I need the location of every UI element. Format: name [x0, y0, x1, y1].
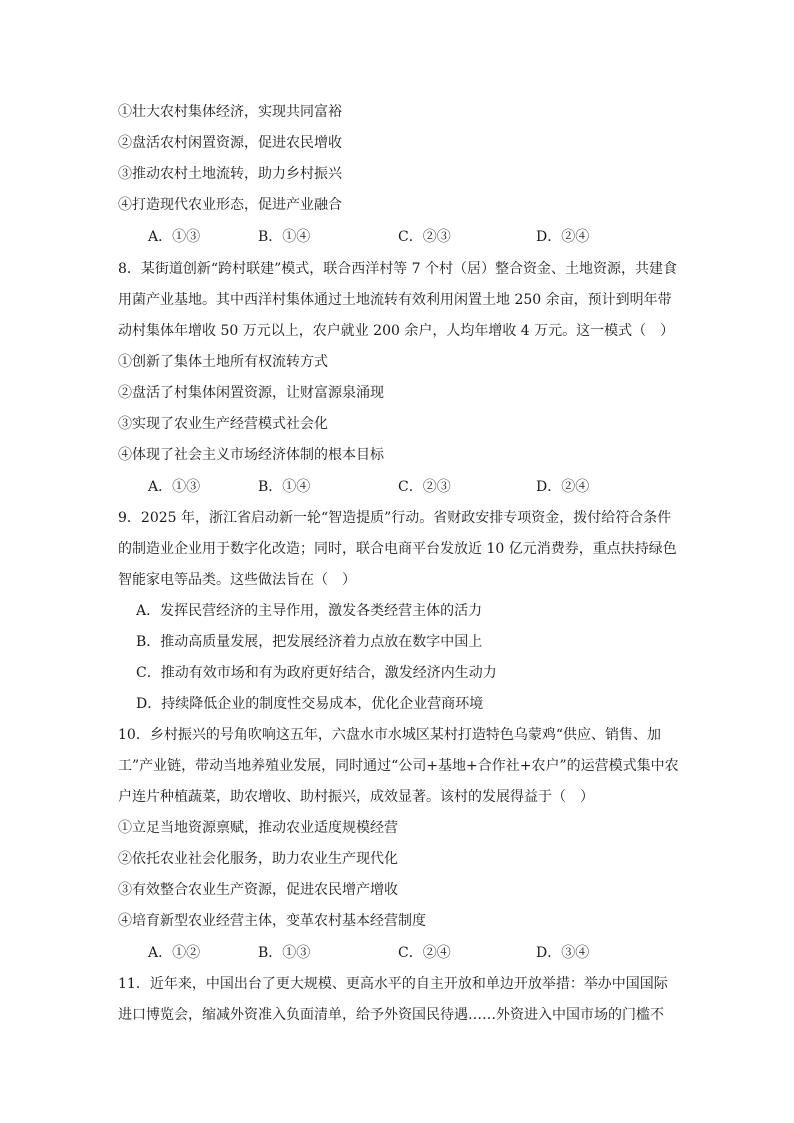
q7-choice-d: D．②④ [536, 229, 590, 245]
q10-choice-b: B．①③ [258, 945, 311, 961]
q9-option-d: D．持续降低企业的制度性交易成本，优化企业营商环境 [136, 696, 484, 712]
q8-item-2: ②盘活了村集体闲置资源，让财富源泉涌现 [118, 385, 384, 401]
q10-stem-line-2: 工”产业链，带动当地养殖业发展，同时通过“公司+基地+合作社+农户”的运营模式集中农 [118, 758, 679, 774]
q7-choice-b: B．①④ [258, 229, 311, 245]
q10-item-3: ③有效整合农业生产资源，促进农民增产增收 [118, 882, 398, 898]
q10-item-4: ④培育新型农业经营主体，变革农村基本经营制度 [118, 913, 426, 929]
q10-choice-a: A．①② [148, 945, 201, 961]
q10-item-2: ②依托农业社会化服务，助力农业生产现代化 [118, 851, 398, 867]
q9-option-b: B．推动高质量发展，把发展经济着力点放在数字中国上 [136, 634, 483, 650]
q9-option-a: A．发挥民营经济的主导作用，激发各类经营主体的活力 [136, 603, 483, 619]
q8-item-3: ③实现了农业生产经营模式社会化 [118, 416, 328, 432]
q10-stem-line-3: 户连片种植蔬菜，助农增收、助村振兴，成效显著。该村的发展得益于（ ） [118, 789, 594, 805]
q9-stem-line-2: 的制造业企业用于数字化改造；同时，联合电商平台发放近 10 亿元消费券，重点扶持绿色 [118, 541, 677, 557]
q8-stem-line-1: 8．某街道创新“跨村联建”模式，联合西洋村等 7 个村（居）整合资金、土地资源，共建食 [118, 261, 678, 277]
q11-stem-line-2: 进口博览会，缩减外资准入负面清单，给予外资国民待遇……外资进入中国市场的门槛不 [118, 1007, 664, 1023]
q7-item-2: ②盘活农村闲置资源，促进农民增收 [118, 135, 342, 151]
q8-stem-line-3: 动村集体年增收 50 万元以上，农户就业 200 余户，人均年增收 4 万元。这一模式（ ） [118, 323, 675, 339]
q8-choice-a: A．①③ [148, 479, 201, 495]
q8-item-4: ④体现了社会主义市场经济体制的根本目标 [118, 447, 384, 463]
q9-stem-line-3: 智能家电等品类。这些做法旨在（ ） [118, 572, 356, 588]
q10-item-1: ①立足当地资源禀赋，推动农业适度规模经营 [118, 820, 398, 836]
q8-choice-b: B．①④ [258, 479, 311, 495]
q9-option-c: C．推动有效市场和有为政府更好结合，激发经济内生动力 [136, 665, 497, 681]
q10-choice-d: D．③④ [536, 945, 590, 961]
q8-choice-d: D．②④ [536, 479, 590, 495]
q7-item-3: ③推动农村土地流转，助力乡村振兴 [118, 166, 342, 182]
q10-stem-line-1: 10．乡村振兴的号角吹响这五年，六盘水市水城区某村打造特色乌蒙鸡“供应、销售、加 [118, 727, 661, 743]
q11-stem-line-1: 11．近年来，中国出台了更大规模、更高水平的自主开放和单边开放举措：举办中国国际 [118, 976, 668, 992]
q7-choice-a: A．①③ [148, 229, 201, 245]
q8-item-1: ①创新了集体土地所有权流转方式 [118, 354, 328, 370]
q9-stem-line-1: 9．2025 年，浙江省启动新一轮“智造提质”行动。省财政安排专项资金，拨付给符合条件 [118, 510, 672, 526]
q8-choice-c: C．②③ [398, 479, 451, 495]
q7-choice-c: C．②③ [398, 229, 451, 245]
q10-choice-c: C．②④ [398, 945, 451, 961]
q7-item-1: ①壮大农村集体经济，实现共同富裕 [118, 104, 342, 120]
q7-item-4: ④打造现代农业形态，促进产业融合 [118, 197, 342, 213]
q8-stem-line-2: 用菌产业基地。其中西洋村集体通过土地流转有效利用闲置土地 250 余亩，预计到明年带 [118, 292, 672, 308]
